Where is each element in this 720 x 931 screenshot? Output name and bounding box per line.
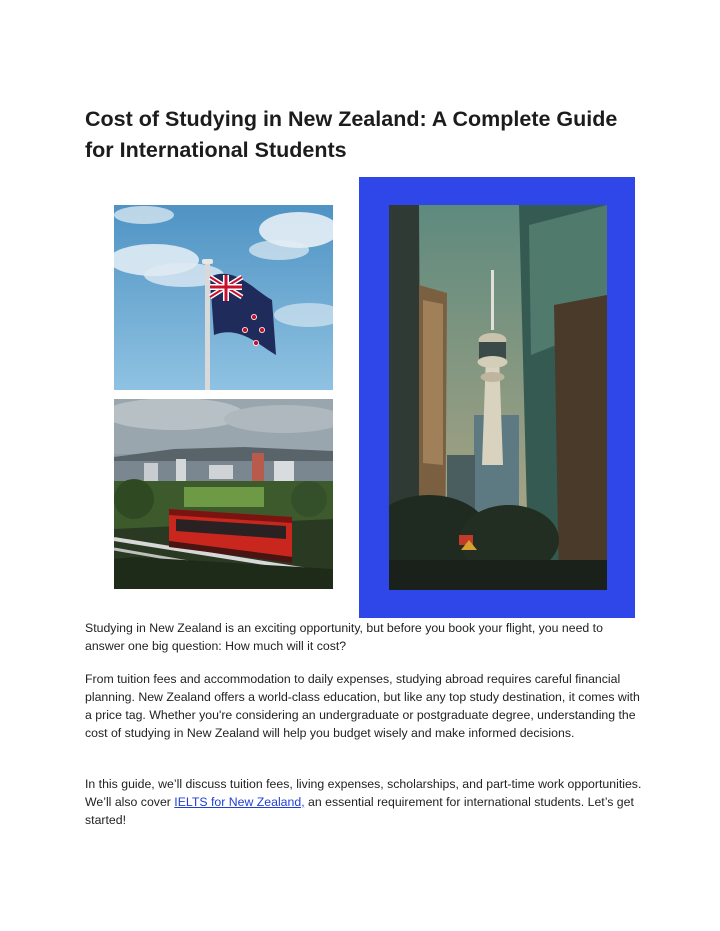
planning-paragraph: From tuition fees and accommodation to daily expenses, studying abroad requires careful financial planning. New Zealand offers a world-class education, but like any top study destination, it comes with a price tag. Whether you're considering an undergraduate or postgraduate degree, understanding the cost of studying in New Zealand will help you budget wisely and make informed decisions. — [85, 672, 640, 740]
article-title: Cost of Studying in New Zealand: A Complete Guide for International Students — [85, 107, 618, 162]
ielts-new-zealand-link[interactable]: IELTS for New Zealand, — [174, 795, 305, 809]
intro-paragraph: Studying in New Zealand is an exciting opportunity, but before you book your flight, you need to answer one big question: How much will it cost? — [85, 621, 603, 653]
auckland-sky-tower-image — [389, 205, 607, 590]
guide-text-before-link: In this guide, we’ll discuss tuition fees, living expenses, scholarships, and part-time work opportunities. We’ll also cover — [85, 777, 642, 809]
new-zealand-flag-image — [114, 205, 333, 390]
guide-text-after-link: an essential requirement for international students. Let’s get started! — [85, 795, 634, 827]
guide-paragraph — [85, 775, 645, 829]
wellington-cable-car-image — [114, 399, 333, 589]
